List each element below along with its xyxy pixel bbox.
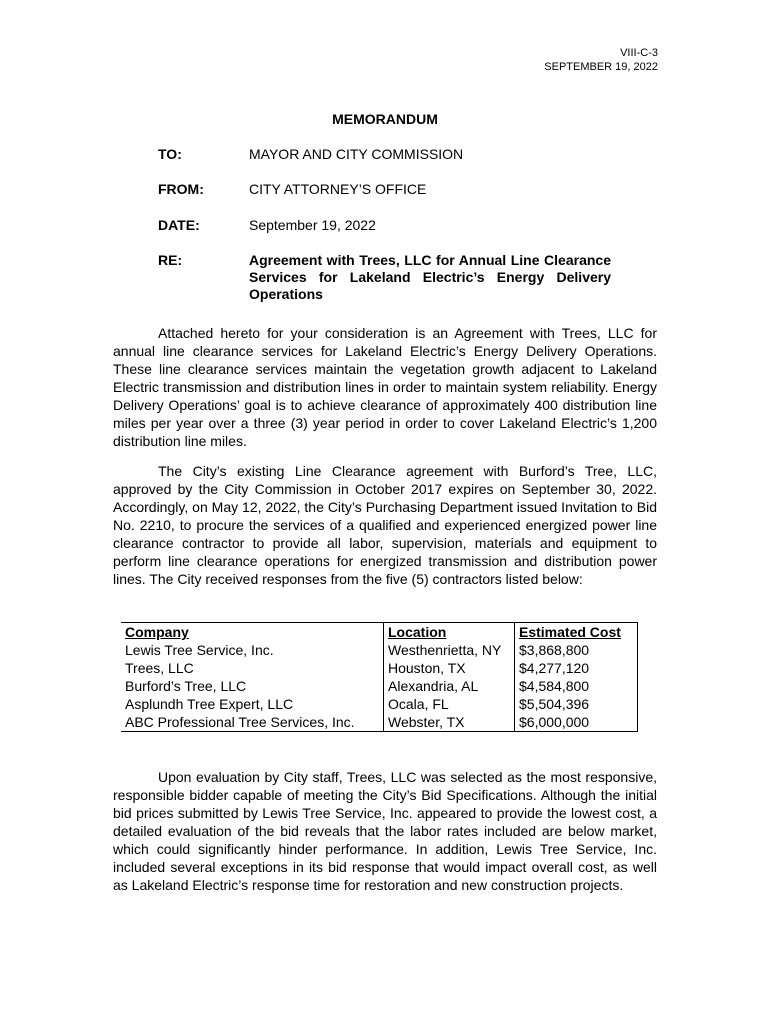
location-cell: Webster, TX [384, 713, 515, 732]
cost-cell: $4,584,800 [515, 677, 638, 695]
cost-cell: $3,868,800 [515, 641, 638, 659]
body-paragraph-3: Upon evaluation by City staff, Trees, LLC was selected as the most responsive, responsible bidder capable of meeting the City’s Bid Specifications. Although the initial bid prices submitted by Lewis Tree Service, Inc. appeared to provide the lowest cost, a detailed evaluation of the bid reveals that the labor rates included are below market, which could significantly hinder performance. In addition, Lewis Tree Service, Inc. included several exceptions in its bid response that would impact overall cost, as well as Lakeland Electric’s response time for restoration and new construction projects. [113, 769, 657, 893]
reference-date: SEPTEMBER 19, 2022 [544, 61, 658, 73]
company-cell: Burford’s Tree, LLC [125, 678, 247, 694]
cost-cell: $4,277,120 [515, 659, 638, 677]
table-row [121, 659, 638, 677]
company-cell: Trees, LLC [125, 660, 194, 676]
date-label: DATE: [158, 217, 200, 233]
memo-title: MEMORANDUM [332, 111, 438, 127]
document-reference [544, 46, 658, 74]
from-label: FROM: [158, 181, 204, 197]
date-value: September 19, 2022 [249, 217, 376, 233]
body-paragraph-2: The City’s existing Line Clearance agreement with Burford’s Tree, LLC, approved by the City Commission in October 2017 expires on September 30, 2022. Accordingly, on May 12, 2022, the City’s Purchasing Department issued Invitation to Bid No. 2210, to procure the services of a qualified and experienced energized power line clearance contractor to provide all labor, supervision, materials and equipment to perform line clearance operations for energized transmission and distribution power lines. The City received responses from the five (5) contractors listed below: [113, 463, 657, 587]
location-cell: Ocala, FL [384, 695, 515, 713]
re-value: Agreement with Trees, LLC for Annual Line Clearance Services for Lakeland Electric’s Energy Delivery Operations [249, 252, 611, 302]
reference-code: VIII-C-3 [620, 47, 658, 59]
location-cell: Alexandria, AL [384, 677, 515, 695]
column-header-location: Location [384, 623, 515, 642]
cost-cell: $6,000,000 [515, 713, 638, 732]
table-row [121, 695, 638, 713]
to-label: TO: [158, 146, 182, 162]
cost-cell: $5,504,396 [515, 695, 638, 713]
table-row [121, 641, 638, 659]
company-cell: Lewis Tree Service, Inc. [125, 642, 274, 658]
body-paragraph-1: Attached hereto for your consideration is an Agreement with Trees, LLC for annual line clearance services for Lakeland Electric’s Energy Delivery Operations. These line clearance services maintain the vegetation growth adjacent to Lakeland Electric transmission and distribution lines in order to maintain system reliability. Energy Delivery Operations’ goal is to achieve clearance of approximately 400 distribution line miles per year over a three (3) year period in order to cover Lakeland Electric’s 1,200 distribution line miles. [113, 325, 657, 449]
table-row [121, 677, 638, 695]
to-value: MAYOR AND CITY COMMISSION [249, 146, 464, 162]
location-cell: Westhenrietta, NY [384, 641, 515, 659]
column-header-company: Company [121, 623, 384, 642]
table-header-row [121, 623, 638, 642]
re-label: RE: [158, 252, 183, 268]
company-cell: Asplundh Tree Expert, LLC [125, 696, 294, 712]
company-cell: ABC Professional Tree Services, Inc. [121, 713, 384, 732]
table-row [121, 713, 638, 732]
column-header-estimated-cost: Estimated Cost [515, 623, 638, 642]
bids-table [121, 622, 638, 732]
location-cell: Houston, TX [384, 659, 515, 677]
from-value: CITY ATTORNEY’S OFFICE [249, 181, 427, 197]
